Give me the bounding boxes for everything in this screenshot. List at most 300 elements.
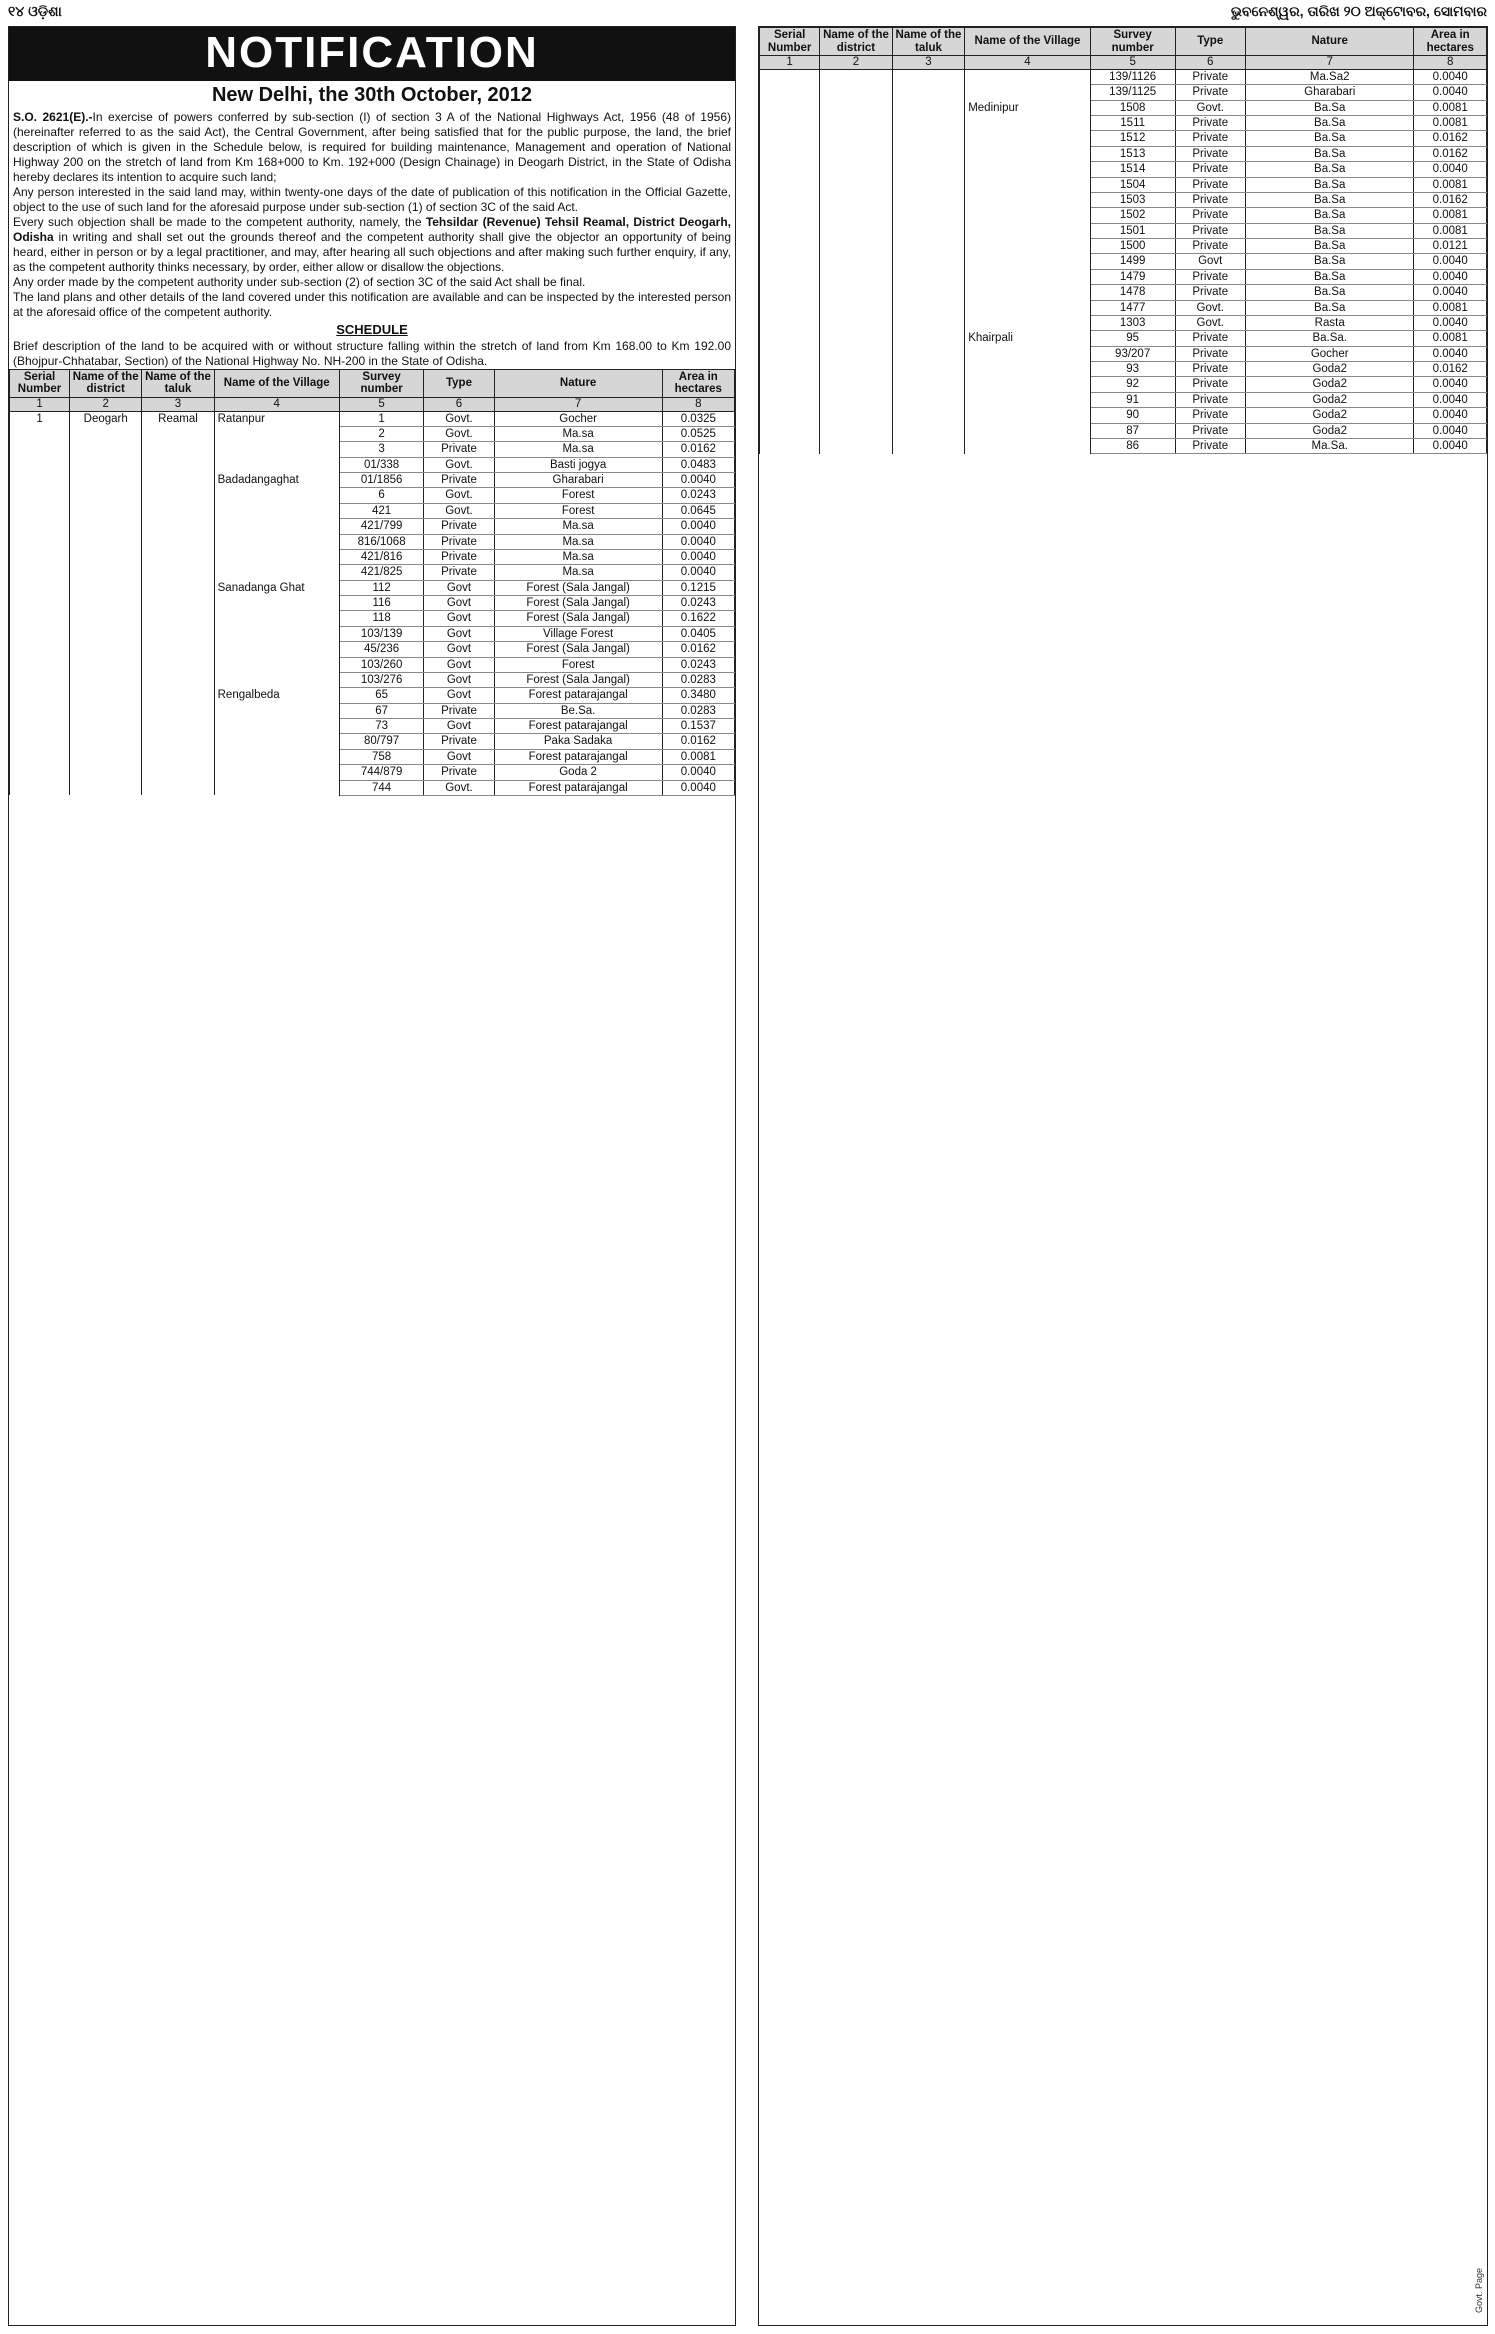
table-row [760, 269, 1487, 284]
type-cell: Govt [424, 611, 494, 626]
nature-cell: Forest patarajangal [494, 749, 662, 764]
village-cell [965, 300, 1091, 315]
so-number: S.O. 2621(E).- [13, 110, 93, 125]
nature-cell: Ba.Sa [1245, 285, 1413, 300]
table-row [10, 519, 735, 534]
header-survey: Survey number [1090, 28, 1175, 56]
survey-cell: 1512 [1090, 131, 1175, 146]
serial-cell [10, 534, 70, 549]
survey-cell: 45/236 [339, 642, 424, 657]
survey-cell: 421 [339, 503, 424, 518]
nature-cell: Gharabari [1245, 85, 1413, 100]
table-row [10, 503, 735, 518]
table-number-row [760, 56, 1487, 70]
area-cell: 0.0040 [1414, 438, 1487, 453]
survey-cell: 86 [1090, 438, 1175, 453]
table-row [760, 300, 1487, 315]
header-district: Name of the district [820, 28, 892, 56]
serial-cell [760, 239, 820, 254]
serial-cell [10, 503, 70, 518]
table-row [760, 362, 1487, 377]
table-row [10, 626, 735, 641]
type-cell: Private [1175, 392, 1245, 407]
taluk-cell [892, 85, 964, 100]
type-cell: Private [1175, 192, 1245, 207]
notification-para-2: Any person interested in the said land may, within twenty-one days of the date of publication of this notification in the Official Gazette, object to the use of such land for the aforesaid purpose under sub-section (1) of section 3C of the said Act. [13, 185, 731, 215]
village-cell [214, 734, 339, 749]
village-cell [214, 749, 339, 764]
survey-cell: 1478 [1090, 285, 1175, 300]
district-cell [70, 473, 142, 488]
nature-cell: Ba.Sa. [1245, 331, 1413, 346]
district-cell [820, 315, 892, 330]
survey-cell: 93 [1090, 362, 1175, 377]
nature-cell: Ba.Sa [1245, 239, 1413, 254]
taluk-cell [142, 534, 214, 549]
nature-cell: Goda2 [1245, 392, 1413, 407]
area-cell: 0.1215 [662, 580, 734, 595]
district-cell [70, 780, 142, 795]
taluk-cell [892, 346, 964, 361]
type-cell: Private [1175, 239, 1245, 254]
type-cell: Private [1175, 377, 1245, 392]
table-row [760, 192, 1487, 207]
area-cell: 0.0040 [1414, 377, 1487, 392]
table-row [10, 534, 735, 549]
survey-cell: 01/1856 [339, 473, 424, 488]
survey-cell: 744/879 [339, 765, 424, 780]
area-cell: 0.0040 [1414, 162, 1487, 177]
serial-cell [760, 85, 820, 100]
table-row [760, 85, 1487, 100]
district-cell [70, 565, 142, 580]
survey-cell: 1513 [1090, 146, 1175, 161]
taluk-cell [142, 719, 214, 734]
taluk-cell [892, 300, 964, 315]
district-cell [820, 269, 892, 284]
type-cell: Govt. [424, 503, 494, 518]
col-number: 7 [1245, 56, 1413, 70]
table-row [760, 131, 1487, 146]
village-cell [965, 346, 1091, 361]
taluk-cell [892, 269, 964, 284]
side-note: Govt. Page [1473, 2267, 1484, 2313]
taluk-cell [892, 223, 964, 238]
district-cell [820, 116, 892, 131]
area-cell: 0.0040 [1414, 423, 1487, 438]
type-cell: Private [1175, 285, 1245, 300]
taluk-cell [892, 377, 964, 392]
area-cell: 0.0162 [1414, 131, 1487, 146]
page-label: ୧୪ ଓଡ଼ିଶା [8, 3, 62, 20]
taluk-cell [892, 408, 964, 423]
nature-cell: Goda2 [1245, 362, 1413, 377]
nature-cell: Goda 2 [494, 765, 662, 780]
header-serial: Serial Number [760, 28, 820, 56]
area-cell: 0.0081 [1414, 177, 1487, 192]
district-cell [820, 285, 892, 300]
district-cell [70, 580, 142, 595]
header-district: Name of the district [70, 369, 142, 397]
area-cell: 0.0483 [662, 457, 734, 472]
district-cell [820, 208, 892, 223]
area-cell: 0.0040 [1414, 392, 1487, 407]
type-cell: Private [1175, 346, 1245, 361]
type-cell: Private [1175, 162, 1245, 177]
notification-para-5: The land plans and other details of the land covered under this notification are available and can be inspected by the interested person at the aforesaid office of the competent authority. [13, 290, 731, 320]
type-cell: Govt [424, 596, 494, 611]
district-cell [70, 642, 142, 657]
notification-date: New Delhi, the 30th October, 2012 [211, 84, 533, 107]
village-cell [214, 503, 339, 518]
table-row [760, 254, 1487, 269]
taluk-cell [142, 596, 214, 611]
village-cell [214, 765, 339, 780]
nature-cell: Ma.sa [494, 565, 662, 580]
district-cell [820, 362, 892, 377]
survey-cell: 1504 [1090, 177, 1175, 192]
district-cell [70, 719, 142, 734]
serial-cell [760, 285, 820, 300]
survey-cell: 421/825 [339, 565, 424, 580]
type-cell: Private [1175, 223, 1245, 238]
taluk-cell [892, 162, 964, 177]
area-cell: 0.0121 [1414, 239, 1487, 254]
nature-cell: Ba.Sa [1245, 177, 1413, 192]
table-row [10, 765, 735, 780]
village-cell [214, 442, 339, 457]
area-cell: 0.0040 [1414, 285, 1487, 300]
survey-cell: 118 [339, 611, 424, 626]
taluk-cell [892, 131, 964, 146]
survey-cell: 1477 [1090, 300, 1175, 315]
masthead [8, 2, 1487, 22]
survey-cell: 91 [1090, 392, 1175, 407]
notification-para-3: Every such objection shall be made to the competent authority, namely, the Tehsildar (Revenue) Tehsil Reamal, District Deogarh, Odisha in writing and shall set out the grounds thereof and the competent authority shall give the objector an opportunity of being heard, either in person or by a legal practitioner, and may, after hearing all such objections and after making such further enquiry, if any, as the competent authority thinks necessary, by order, either allow or disallow the objections. [13, 215, 731, 275]
serial-cell [760, 408, 820, 423]
taluk-cell [892, 392, 964, 407]
area-cell: 0.0081 [1414, 116, 1487, 131]
nature-cell: Ba.Sa [1245, 100, 1413, 115]
table-row [10, 642, 735, 657]
taluk-cell: Reamal [142, 411, 214, 426]
village-cell [214, 703, 339, 718]
type-cell: Private [1175, 438, 1245, 453]
nature-cell: Village Forest [494, 626, 662, 641]
table-header-row [10, 369, 735, 397]
serial-cell [760, 315, 820, 330]
area-cell: 0.1537 [662, 719, 734, 734]
header-taluk: Name of the taluk [892, 28, 964, 56]
survey-cell: 80/797 [339, 734, 424, 749]
district-cell [70, 765, 142, 780]
nature-cell: Forest [494, 488, 662, 503]
district-cell [820, 300, 892, 315]
schedule-body-right [760, 69, 1487, 453]
area-cell: 0.0162 [1414, 146, 1487, 161]
nature-cell: Be.Sa. [494, 703, 662, 718]
serial-cell [10, 565, 70, 580]
type-cell: Govt [1175, 254, 1245, 269]
village-cell [214, 626, 339, 641]
village-cell [965, 192, 1091, 207]
taluk-cell [892, 69, 964, 84]
serial-cell [760, 146, 820, 161]
village-cell [965, 162, 1091, 177]
district-cell [70, 688, 142, 703]
area-cell: 0.0243 [662, 657, 734, 672]
taluk-cell [142, 519, 214, 534]
area-cell: 0.1622 [662, 611, 734, 626]
village-cell [965, 377, 1091, 392]
serial-cell [10, 457, 70, 472]
village-cell [214, 457, 339, 472]
type-cell: Govt [424, 672, 494, 687]
serial-cell [10, 626, 70, 641]
nature-cell: Ma.Sa. [1245, 438, 1413, 453]
taluk-cell [892, 100, 964, 115]
village-cell [965, 392, 1091, 407]
village-cell [965, 239, 1091, 254]
survey-cell: 112 [339, 580, 424, 595]
survey-cell: 1 [339, 411, 424, 426]
serial-cell [760, 131, 820, 146]
type-cell: Private [424, 765, 494, 780]
area-cell: 0.0040 [662, 549, 734, 564]
taluk-cell [892, 362, 964, 377]
serial-cell [10, 703, 70, 718]
type-cell: Private [424, 734, 494, 749]
type-cell: Private [424, 473, 494, 488]
district-cell [820, 162, 892, 177]
type-cell: Govt. [424, 426, 494, 441]
serial-cell [10, 580, 70, 595]
serial-cell [10, 780, 70, 795]
nature-cell: Forest (Sala Jangal) [494, 611, 662, 626]
type-cell: Govt [424, 688, 494, 703]
area-cell: 0.0081 [1414, 100, 1487, 115]
col-number: 7 [494, 397, 662, 411]
type-cell: Private [1175, 146, 1245, 161]
col-number: 5 [339, 397, 424, 411]
taluk-cell [142, 765, 214, 780]
table-number-row [10, 397, 735, 411]
district-cell [820, 177, 892, 192]
area-cell: 0.0040 [1414, 254, 1487, 269]
table-row [10, 596, 735, 611]
table-header-row [760, 28, 1487, 56]
survey-cell: 73 [339, 719, 424, 734]
nature-cell: Ba.Sa [1245, 208, 1413, 223]
survey-cell: 1502 [1090, 208, 1175, 223]
survey-cell: 103/139 [339, 626, 424, 641]
taluk-cell [892, 116, 964, 131]
area-cell: 0.0081 [1414, 331, 1487, 346]
nature-cell: Ba.Sa [1245, 254, 1413, 269]
survey-cell: 1499 [1090, 254, 1175, 269]
table-row [10, 657, 735, 672]
header-type: Type [1175, 28, 1245, 56]
type-cell: Private [424, 519, 494, 534]
district-cell [70, 672, 142, 687]
serial-cell [10, 442, 70, 457]
taluk-cell [892, 208, 964, 223]
type-cell: Govt. [1175, 315, 1245, 330]
serial-cell [760, 100, 820, 115]
schedule-column-right [758, 26, 1488, 2326]
header-taluk: Name of the taluk [142, 369, 214, 397]
serial-cell [760, 269, 820, 284]
survey-cell: 744 [339, 780, 424, 795]
district-cell [820, 69, 892, 84]
district-cell [70, 549, 142, 564]
masthead-dateline: ଭୁବନେଶ୍ୱର, ତାରିଖ ୨୦ ଅକ୍ଟୋବର, ସୋମବାର [1230, 3, 1487, 20]
village-cell [214, 426, 339, 441]
taluk-cell [142, 672, 214, 687]
village-cell: Ratanpur [214, 411, 339, 426]
nature-cell: Ma.sa [494, 442, 662, 457]
nature-cell: Basti jogya [494, 457, 662, 472]
survey-cell: 1303 [1090, 315, 1175, 330]
nature-cell: Ba.Sa [1245, 146, 1413, 161]
area-cell: 0.0040 [662, 765, 734, 780]
area-cell: 0.0040 [1414, 346, 1487, 361]
nature-cell: Goda2 [1245, 377, 1413, 392]
village-cell [965, 423, 1091, 438]
col-number: 3 [892, 56, 964, 70]
district-cell [70, 534, 142, 549]
serial-cell [10, 719, 70, 734]
village-cell [214, 780, 339, 795]
col-number: 8 [662, 397, 734, 411]
serial-cell [10, 672, 70, 687]
serial-cell [10, 488, 70, 503]
taluk-cell [892, 315, 964, 330]
survey-cell: 67 [339, 703, 424, 718]
notification-title: NOTIFICATION [9, 27, 735, 81]
district-cell [70, 457, 142, 472]
village-cell: Medinipur [965, 100, 1091, 115]
taluk-cell [142, 473, 214, 488]
survey-cell: 3 [339, 442, 424, 457]
village-cell [214, 549, 339, 564]
nature-cell: Ma.Sa2 [1245, 69, 1413, 84]
nature-cell: Goda2 [1245, 408, 1413, 423]
serial-cell [760, 346, 820, 361]
schedule-table-left [9, 369, 735, 796]
survey-cell: 816/1068 [339, 534, 424, 549]
table-row [760, 69, 1487, 84]
type-cell: Private [1175, 269, 1245, 284]
area-cell: 0.0040 [662, 780, 734, 795]
survey-cell: 1501 [1090, 223, 1175, 238]
header-nature: Nature [1245, 28, 1413, 56]
type-cell: Govt. [424, 411, 494, 426]
taluk-cell [142, 703, 214, 718]
nature-cell: Rasta [1245, 315, 1413, 330]
table-row [760, 392, 1487, 407]
survey-cell: 758 [339, 749, 424, 764]
village-cell [214, 672, 339, 687]
district-cell [820, 146, 892, 161]
nature-cell: Paka Sadaka [494, 734, 662, 749]
schedule-title: SCHEDULE [336, 322, 408, 338]
serial-cell [760, 208, 820, 223]
serial-cell [760, 438, 820, 453]
table-row [760, 177, 1487, 192]
village-cell [965, 223, 1091, 238]
serial-cell [10, 426, 70, 441]
survey-cell: 01/338 [339, 457, 424, 472]
nature-cell: Forest patarajangal [494, 719, 662, 734]
area-cell: 0.0162 [1414, 192, 1487, 207]
area-cell: 0.0243 [662, 596, 734, 611]
table-row [10, 703, 735, 718]
district-cell [70, 611, 142, 626]
serial-cell [760, 177, 820, 192]
village-cell [214, 519, 339, 534]
taluk-cell [142, 580, 214, 595]
area-cell: 0.0162 [662, 442, 734, 457]
nature-cell: Ba.Sa [1245, 223, 1413, 238]
survey-cell: 139/1126 [1090, 69, 1175, 84]
header-survey: Survey number [339, 369, 424, 397]
taluk-cell [142, 734, 214, 749]
table-row [10, 611, 735, 626]
nature-cell: Gharabari [494, 473, 662, 488]
table-row [10, 442, 735, 457]
table-row [760, 285, 1487, 300]
table-row [760, 223, 1487, 238]
col-number: 6 [1175, 56, 1245, 70]
district-cell [820, 392, 892, 407]
survey-cell: 90 [1090, 408, 1175, 423]
taluk-cell [142, 780, 214, 795]
taluk-cell [892, 146, 964, 161]
area-cell: 0.0162 [1414, 362, 1487, 377]
table-row [760, 208, 1487, 223]
table-row [760, 116, 1487, 131]
table-row [10, 734, 735, 749]
table-row [760, 239, 1487, 254]
taluk-cell [892, 285, 964, 300]
table-row [760, 331, 1487, 346]
district-cell [70, 519, 142, 534]
type-cell: Govt [424, 626, 494, 641]
header-serial: Serial Number [10, 369, 70, 397]
village-cell [214, 565, 339, 580]
schedule-body-left [10, 411, 735, 795]
table-row [10, 473, 735, 488]
serial-cell [760, 300, 820, 315]
header-area: Area in hectares [1414, 28, 1487, 56]
taluk-cell [142, 549, 214, 564]
serial-cell [760, 116, 820, 131]
nature-cell: Forest [494, 657, 662, 672]
district-cell [70, 703, 142, 718]
district-cell [70, 426, 142, 441]
village-cell [965, 116, 1091, 131]
district-cell [820, 377, 892, 392]
type-cell: Private [1175, 408, 1245, 423]
serial-cell [760, 423, 820, 438]
taluk-cell [142, 749, 214, 764]
taluk-cell [142, 457, 214, 472]
serial-cell [10, 642, 70, 657]
area-cell: 0.0081 [662, 749, 734, 764]
nature-cell: Gocher [1245, 346, 1413, 361]
col-number: 2 [820, 56, 892, 70]
